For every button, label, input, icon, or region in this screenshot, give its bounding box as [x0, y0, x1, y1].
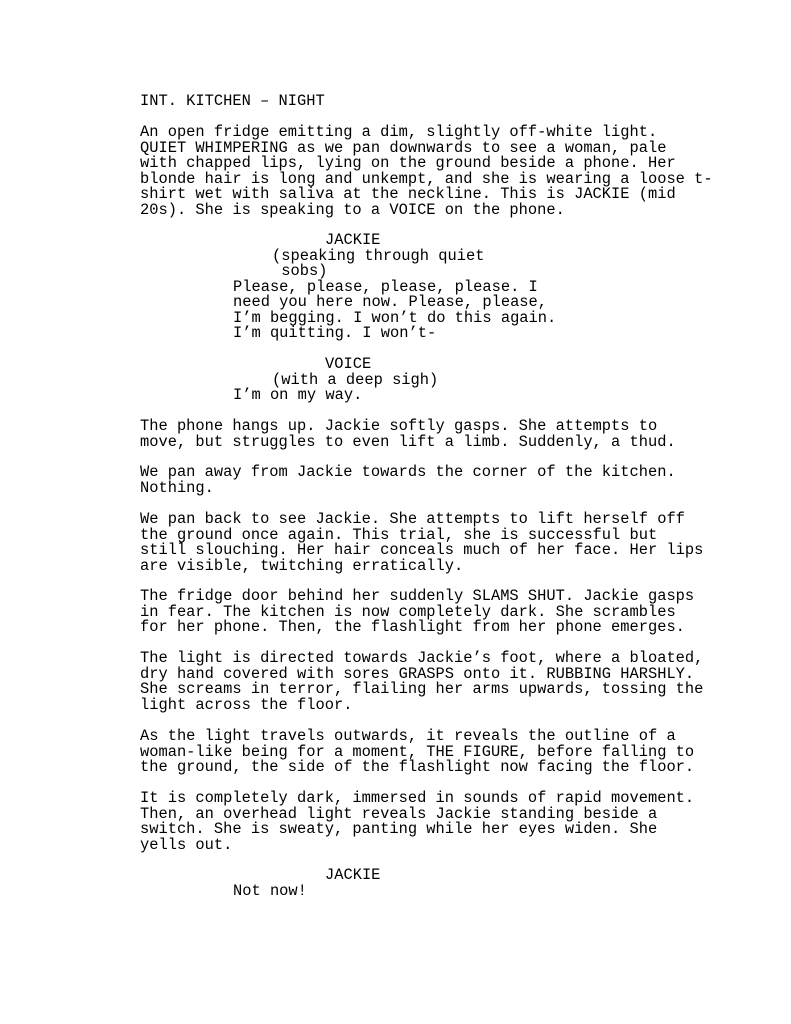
action-line: The fridge door behind her suddenly SLAMS SHUT. Jackie gasps — [140, 587, 695, 605]
action-line: in fear. The kitchen is now completely dark. She scrambles — [140, 602, 676, 621]
character-name: JACKIE — [325, 231, 381, 249]
character-name: VOICE — [325, 355, 372, 373]
scene-heading: INT. KITCHEN – NIGHT — [140, 92, 325, 110]
action-line: with chapped lips, lying on the ground beside a phone. Her — [140, 154, 676, 172]
dialogue-line: Not now! — [233, 882, 307, 900]
action-line: for her phone. Then, the flashlight from her phone emerges. — [140, 618, 685, 636]
action-line: We pan away from Jackie towards the corner of the kitchen. — [140, 463, 676, 481]
action-line: still slouching. Her hair conceals much of her face. Her lips — [140, 541, 704, 559]
action-line: the ground once again. This trial, she is successful but — [140, 525, 658, 544]
action-line: An open fridge emitting a dim, slightly off-white light. — [140, 123, 658, 141]
action-line: blonde hair is long and unkempt, and she is wearing a loose t- — [140, 169, 713, 188]
action-line: She screams in terror, flailing her arms upwards, tossing the — [140, 680, 704, 698]
parenthetical: (speaking through quiet — [272, 246, 485, 265]
dialogue-line: Please, please, please, please. I — [233, 277, 538, 296]
action-line: woman-like being for a moment, THE FIGURE, before falling to — [140, 742, 695, 761]
dialogue-line: I’m begging. I won’t do this again. — [233, 308, 557, 327]
action-line: yells out. — [140, 835, 233, 854]
parenthetical: sobs) — [272, 262, 328, 280]
action-line: The light is directed towards Jackie’s foot, where a bloated, — [140, 649, 704, 667]
character-name: JACKIE — [325, 866, 381, 884]
action-line: Then, an overhead light reveals Jackie standing beside a — [140, 804, 658, 823]
parenthetical: (with a deep sigh) — [272, 370, 439, 389]
action-line: the ground, the side of the flashlight now facing the floor. — [140, 758, 695, 776]
action-line: Nothing. — [140, 478, 214, 497]
action-line: dry hand covered with sores GRASPS onto it. RUBBING HARSHLY. — [140, 664, 695, 683]
action-line: It is completely dark, immersed in sounds of rapid movement. — [140, 789, 695, 807]
dialogue-line: I’m quitting. I won’t- — [233, 324, 437, 342]
action-line: We pan back to see Jackie. She attempts to lift herself off — [140, 510, 685, 528]
action-line: QUIET WHIMPERING as we pan downwards to see a woman, pale — [140, 138, 667, 157]
action-line: As the light travels outwards, it reveals the outline of a — [140, 727, 676, 745]
action-line: move, but struggles to even lift a limb. Suddenly, a thud. — [140, 432, 676, 451]
action-line: light across the floor. — [140, 695, 353, 714]
action-line: are visible, twitching erratically. — [140, 556, 464, 575]
dialogue-line: I’m on my way. — [233, 386, 363, 404]
action-line: shirt wet with saliva at the neckline. This is JACKIE (mid — [140, 185, 676, 203]
action-line: 20s). She is speaking to a VOICE on the phone. — [140, 200, 565, 219]
action-line: switch. She is sweaty, panting while her eyes widen. She — [140, 820, 658, 838]
action-line: The phone hangs up. Jackie softly gasps. She attempts to — [140, 417, 658, 435]
dialogue-line: need you here now. Please, please, — [233, 293, 548, 311]
